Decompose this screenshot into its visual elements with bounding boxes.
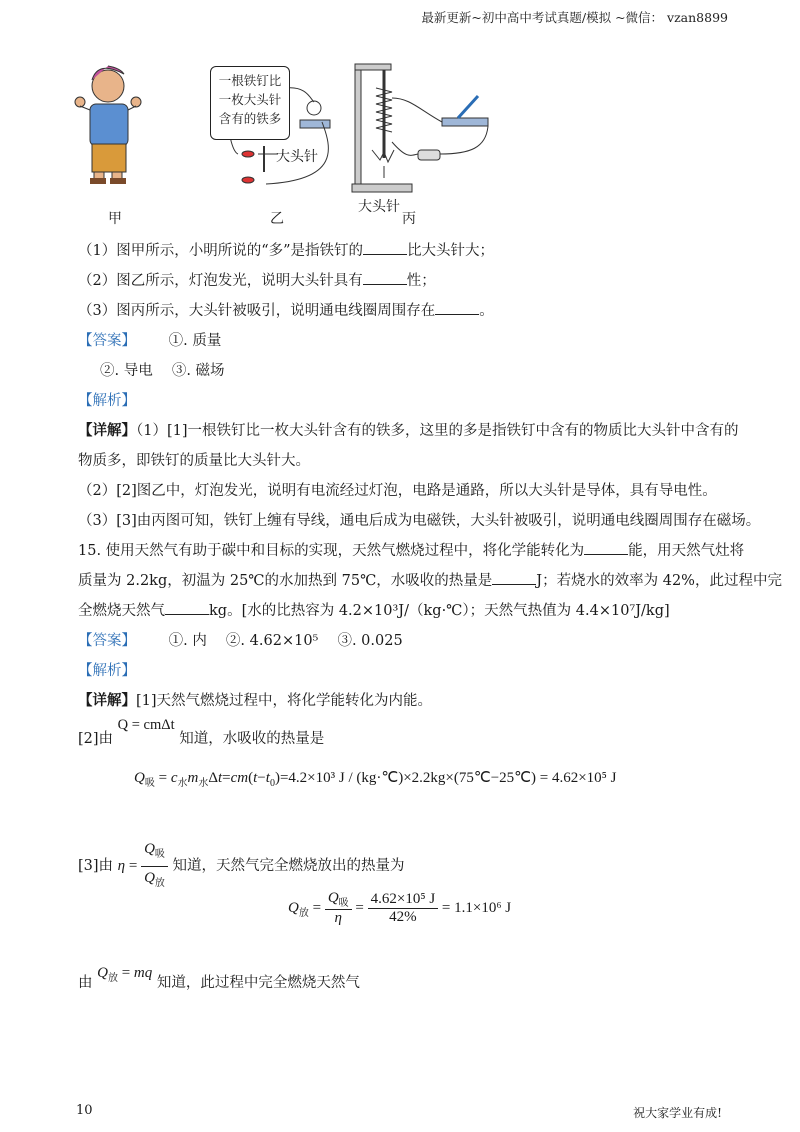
page-number: 10 <box>76 1103 93 1118</box>
q14-answer-cont: ②. 导电 ③. 磁场 <box>100 363 225 379</box>
q14-answer <box>78 330 221 352</box>
answer-text: ①. 质量 <box>168 333 222 349</box>
label-jia: 甲 <box>108 211 122 227</box>
q15-analysis-tag: 【解析】 <box>78 663 136 679</box>
text: 知道，天然气完全燃烧放出的热量为 <box>172 857 405 874</box>
figure-drawing <box>70 58 510 230</box>
q14-detail-1b: 物质多，即铁钉的质量比大头针大。 <box>78 453 310 469</box>
q15-answer <box>78 630 403 652</box>
heat-value-formula: $Q_放$ = mq <box>97 965 153 984</box>
answer-blank[interactable] <box>584 540 628 555</box>
text: J；若烧水的效率为 42%，此过程中完 <box>536 573 782 589</box>
label-yi: 乙 <box>270 211 284 227</box>
text: （2）图乙所示，灯泡发光，说明大头针具有 <box>78 273 363 289</box>
answer-text: ①. 内 ②. 4.62×10⁵ ③. 0.025 <box>168 633 403 649</box>
formula-heat-released: $Q_放$ = $\frac{Q_吸}{\eta}$ = $\frac{\text{4.62×10⁵ J}}{42\%}$ = 1.1×10⁶ J <box>288 890 512 926</box>
q14-part3 <box>78 300 494 322</box>
q14-part1 <box>78 240 494 262</box>
efficiency-formula: η = $\frac{Q_吸}{Q_放}$ <box>118 858 168 874</box>
text: （1）图甲所示，小明所说的“多”是指铁钉的 <box>78 243 364 259</box>
text: [3]由 <box>78 857 114 874</box>
boy-illustration <box>75 66 141 184</box>
text: 知道，此过程中完全燃烧天然气 <box>156 975 360 991</box>
q15-detail-4 <box>78 965 360 1000</box>
text: 质量为 2.2kg，初温为 25℃的水加热到 75℃，水吸收的热量是 <box>78 573 493 589</box>
text: （3）图丙所示，大头针被吸引，说明通电线圈周围存在 <box>78 303 436 319</box>
label-pin-b: 大头针 <box>276 149 318 165</box>
text: 15. 使用天然气有助于碳中和目标的实现，天然气燃烧过程中，将化学能转化为 <box>78 543 585 559</box>
q14-detail-2: （2）[2]图乙中，灯泡发光，说明有电流经过灯泡，电路是通路，所以大头针是导体，具有导电性。 <box>78 483 717 499</box>
answer-blank[interactable] <box>492 570 536 585</box>
text: 性； <box>406 273 436 289</box>
electromagnet-c <box>352 64 488 192</box>
bubble-line: 含有的铁多 <box>218 111 282 126</box>
text: kg。[水的比热容为 4.2×10³J/（kg·℃）；天然气热值为 4.4×10⁷J/kg] <box>209 603 670 619</box>
formula-result: = 1.1×10⁶ J <box>441 899 512 916</box>
answer-blank[interactable] <box>435 300 479 315</box>
page-header: 最新更新~初中高中考试真题/模拟 ~微信： vzan8899 <box>421 10 728 25</box>
detail-tag: 【详解】 <box>78 422 136 439</box>
q15-detail-1 <box>78 690 432 712</box>
speech-bubble <box>210 66 290 140</box>
q15-line1 <box>78 540 744 562</box>
text: [2]由 <box>78 731 114 747</box>
q15-line3 <box>78 600 670 622</box>
formula-result: =4.2×10³ J / (kg·℃)×2.2kg×(75℃−25℃) = 4.62×10⁵ J <box>279 770 617 786</box>
q14-detail-3: （3）[3]由丙图可知，铁钉上缠有导线，通电后成为电磁铁，大头针被吸引，说明通电线圈周围存在磁场。 <box>78 513 761 529</box>
text: （1）[1]一根铁钉比一枚大头针含有的铁多，这里的多是指铁钉中含有的物质比大头针中含有的 <box>136 423 739 439</box>
footer-slogan: 祝大家学业有成! <box>633 1106 722 1120</box>
bubble-line: 一根铁钉比 <box>218 73 282 88</box>
answer-tag: 【答案】 <box>78 333 136 349</box>
text: 全燃烧天然气 <box>78 603 165 619</box>
label-pin-c: 大头针 <box>358 199 400 215</box>
answer-blank[interactable] <box>363 270 407 285</box>
answer-blank[interactable] <box>363 240 407 255</box>
formula-inline: Q = cmΔt <box>117 717 175 733</box>
q15-line2 <box>78 570 782 592</box>
text: 由 <box>78 975 93 991</box>
frac-num: 4.62×10⁵ J <box>368 891 439 909</box>
q15-detail-2 <box>78 717 325 750</box>
answer-blank[interactable] <box>165 600 209 615</box>
text: 知道，水吸收的热量是 <box>179 731 325 747</box>
q14-part2 <box>78 270 436 292</box>
answer-tag: 【答案】 <box>78 633 136 649</box>
formula-heat-absorbed: $Q_吸 = c_水m_水\Delta t=cm(t-t_0)=4.2\times 10^3$ J / (kg·℃)×2.2kg×(75℃−25℃) = 4.62×10⁵ J <box>134 770 617 789</box>
q14-detail-1 <box>78 420 739 442</box>
text: 能，用天然气灶将 <box>628 543 745 559</box>
q15-detail-3 <box>78 838 405 895</box>
experiment-figure <box>70 58 510 230</box>
text: 。 <box>479 303 494 319</box>
detail-tag: 【详解】 <box>78 692 136 709</box>
q14-analysis-tag: 【解析】 <box>78 393 136 409</box>
bubble-line: 一枚大头针 <box>218 92 282 107</box>
text: 比大头针大； <box>407 243 495 259</box>
text: [1]天然气燃烧过程中，将化学能转化为内能。 <box>136 693 433 709</box>
label-bing: 丙 <box>402 211 416 227</box>
frac-den: 42% <box>389 909 417 925</box>
